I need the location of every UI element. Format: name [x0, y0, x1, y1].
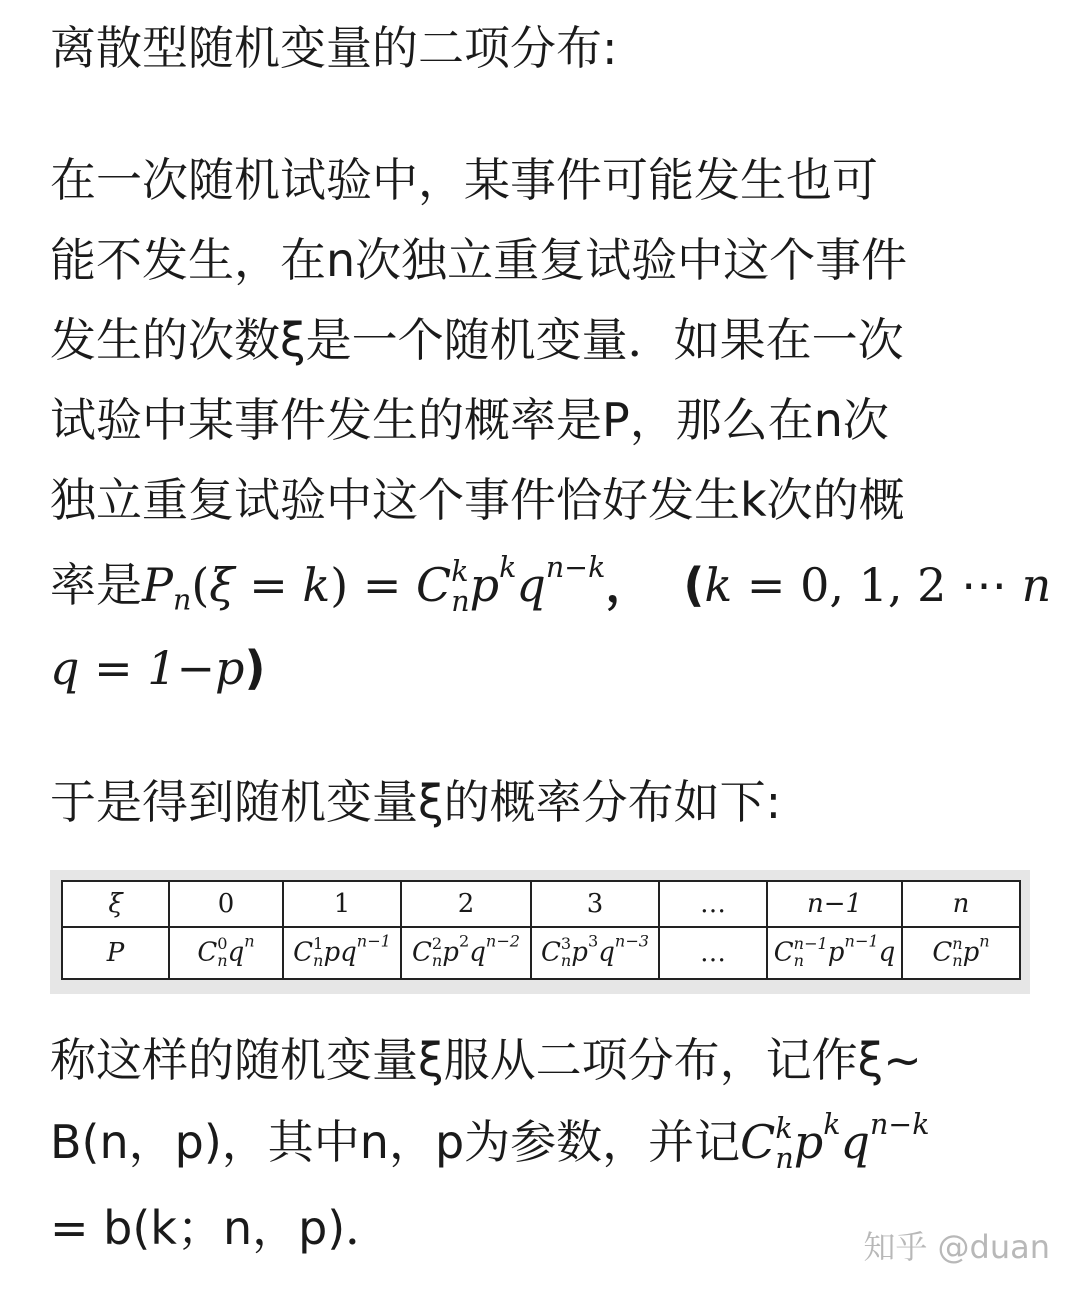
binomial-term: C k n $p^kq^{n-k}$ — [740, 1107, 930, 1175]
header-3: 3 — [531, 881, 659, 927]
header-n-minus-1: n−1 — [767, 881, 902, 927]
table-row — [62, 927, 1020, 979]
prob-cell-0: C 0 n $q^n$ — [169, 927, 283, 979]
intro-line-5: 独立重复试验中这个事件恰好发生k次的概 — [50, 473, 905, 527]
intro-line-1: 在一次随机试验中，某事件可能发生也可 — [50, 153, 878, 207]
conclusion-line-2 — [50, 1102, 929, 1182]
distribution-table — [61, 880, 1021, 980]
header-0: 0 — [169, 881, 283, 927]
heading: 离散型随机变量的二项分布: — [50, 21, 618, 75]
intro-line-2: 能不发生，在n次独立重复试验中这个事件 — [50, 233, 908, 287]
header-1: 1 — [283, 881, 401, 927]
prob-cell-1: C 1 n $pq^{n-1}$ — [283, 927, 401, 979]
binomial-formula: $P_n(\xi = k) = C$ k n $p^kq^{n-k}$ — [142, 550, 606, 618]
formula-condition: q = 1−p) — [50, 641, 266, 695]
conclusion-text: B(n，p)，其中n，p为参数，并记 — [50, 1115, 741, 1169]
prob-cell-n: C n n $p^n$ — [902, 927, 1020, 979]
header-2: 2 — [401, 881, 531, 927]
table-row — [62, 881, 1020, 927]
prob-ellipsis: … — [659, 927, 767, 979]
conclusion-line-3: = b(k；n，p)． — [50, 1201, 392, 1255]
watermark: 知乎 @duan — [863, 1228, 1050, 1266]
distribution-intro: 于是得到随机变量ξ的概率分布如下: — [50, 775, 782, 829]
prob-cell-2: C 2 n $p^2q^{n-2}$ — [401, 927, 531, 979]
distribution-table-frame — [50, 870, 1030, 994]
header-xi: ξ — [62, 881, 169, 927]
formula-prefix: 率是 — [50, 558, 142, 612]
prob-cell-n-minus-1: C n−1 n $p^{n-1}q$ — [767, 927, 902, 979]
formula-line: 率是$P_n(\xi = k) = C$ k n $p^kq^{n-k}$， (k = 0, 1, 2 ⋯ n — [50, 550, 1052, 618]
header-n: n — [902, 881, 1020, 927]
intro-line-3: 发生的次数ξ是一个随机变量．如果在一次 — [50, 313, 904, 367]
header-ellipsis: … — [659, 881, 767, 927]
prob-cell-3: C 3 n $p^3q^{n-3}$ — [531, 927, 659, 979]
prob-label: P — [62, 927, 169, 979]
conclusion-line-1: 称这样的随机变量ξ服从二项分布，记作ξ~ — [50, 1033, 922, 1087]
intro-line-4: 试验中某事件发生的概率是P，那么在n次 — [50, 393, 889, 447]
condition-q: q = 1−p — [50, 641, 245, 695]
